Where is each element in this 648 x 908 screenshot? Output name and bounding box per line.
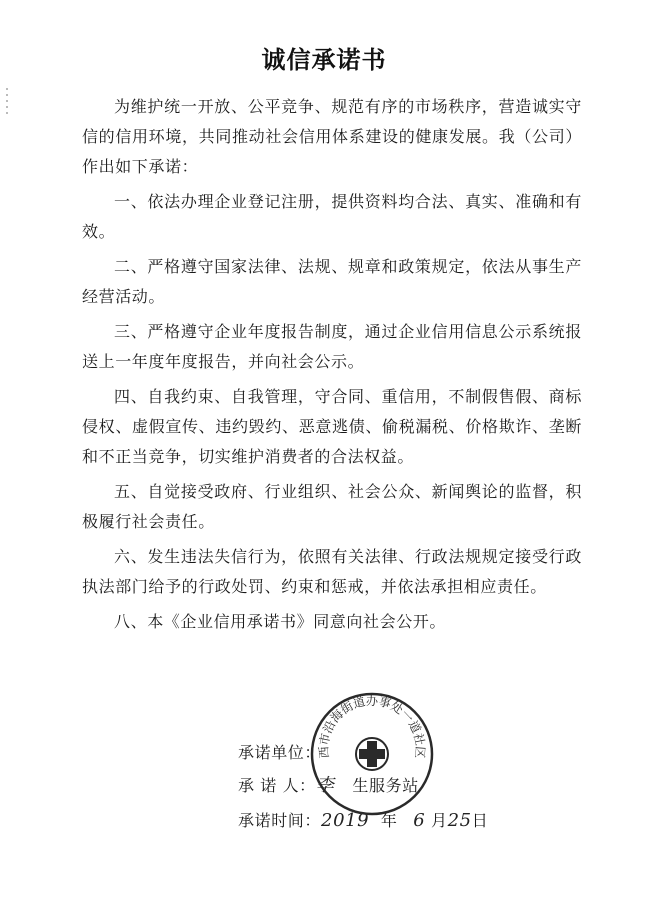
person-printed-name: 生服务站 [352, 776, 419, 795]
seal-text: 西市沿海街道办事处一道社区 [316, 693, 428, 759]
clause-6: 六、发生违法失信行为，依照有关法律、行政法规规定接受行政执法部门给予的行政处罚、约束和惩戒，并依法承担相应责任。 [82, 547, 582, 596]
clause-8: 八、本《企业信用承诺书》同意向社会公开。 [114, 612, 447, 631]
clause-5: 五、自觉接受政府、行业组织、社会公众、新闻舆论的监督，积极履行社会责任。 [82, 482, 582, 531]
day-char: 日 [471, 811, 489, 830]
clause-2: 二、严格遵守国家法律、法规、规章和政策规定，依法从事生产经营活动。 [82, 257, 582, 306]
clause-1: 一、依法办理企业登记注册，提供资料均合法、真实、准确和有效。 [82, 192, 582, 241]
date-label: 承诺时间： [238, 811, 322, 830]
intro-paragraph: 为维护统一开放、公平竞争、规范有序的市场秩序，营造诚实守信的信用环境，共同推动社会信用体系建设的健康发展。我（公司）作出如下承诺： [82, 97, 582, 176]
year-char: 年 [380, 811, 398, 830]
scan-artifact [6, 88, 8, 118]
person-signature: 李 [315, 775, 335, 796]
month-char: 月 [430, 811, 448, 830]
document-title: 诚信承诺书 [261, 46, 387, 74]
date-year: 2019 [321, 810, 370, 831]
red-cross-icon [356, 738, 388, 770]
clause-3: 三、严格遵守企业年度报告制度，通过企业信用信息公示系统报送上一年度年度报告，并向社会公示。 [82, 322, 582, 371]
date-day: 25 [447, 810, 472, 831]
unit-label: 承诺单位： [238, 743, 322, 762]
date-month: 6 [413, 810, 426, 831]
commitment-body [82, 92, 582, 642]
person-label: 承 诺 人： [238, 776, 316, 795]
official-seal [308, 690, 436, 818]
clause-4: 四、自我约束、自我管理，守合同、重信用，不制假售假、商标侵权、虚假宣传、违约毁约、恶意逃债、偷税漏税、价格欺诈、垄断和不正当竞争，切实维护消费者的合法权益。 [82, 387, 582, 466]
